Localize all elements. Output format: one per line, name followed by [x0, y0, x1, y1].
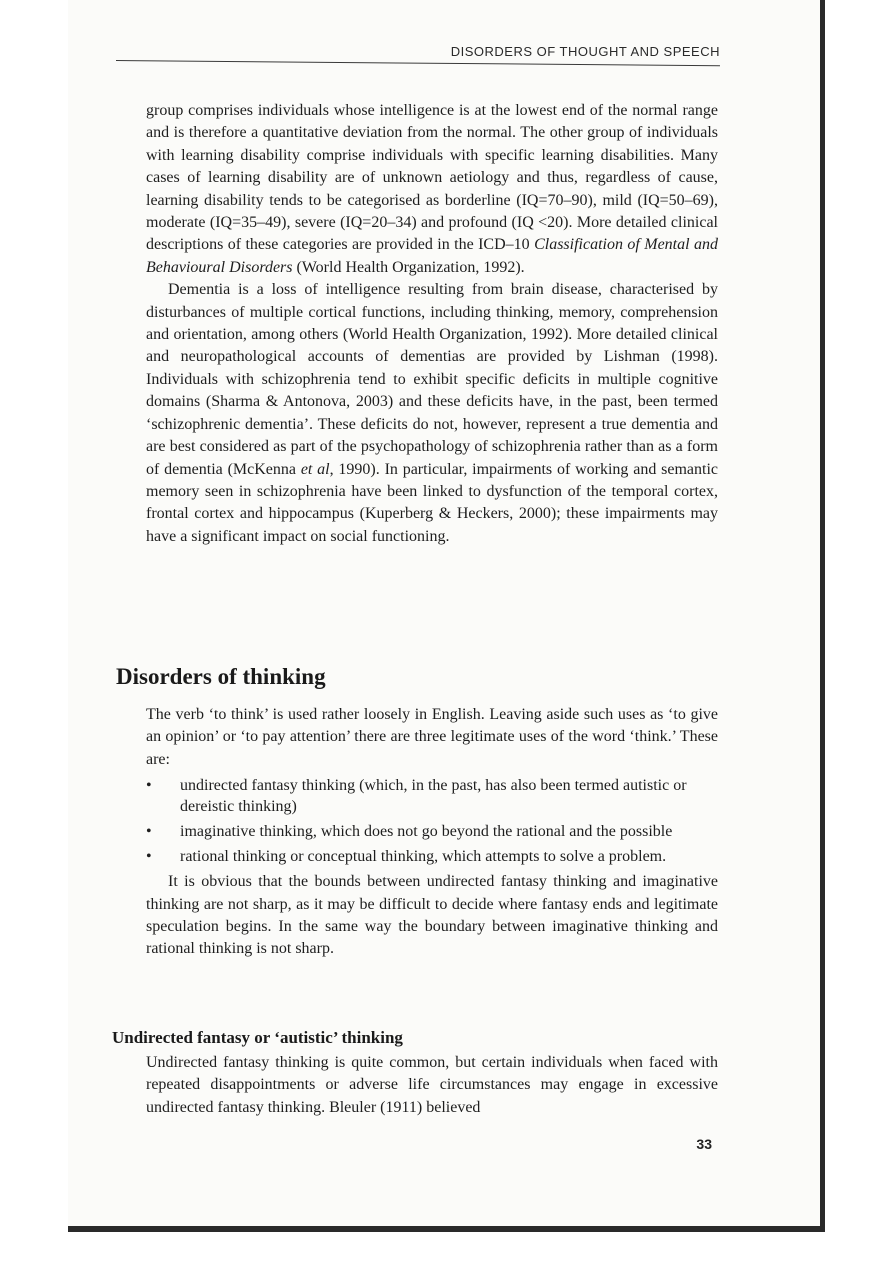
section-conclusion: It is obvious that the bounds between undirected fantasy thinking and imaginative thinking are not sharp, as it may be difficult to decide where fantasy ends and legitimate speculation begins. In the same way the boundary between imaginative thinking and rational thinking is not sharp. [146, 873, 718, 958]
main-text [146, 100, 718, 548]
subsection-body [146, 1052, 718, 1119]
list-item-text: undirected fantasy thinking (which, in the past, has also been termed autistic or dereistic thinking) [180, 777, 687, 816]
page-right-edge [820, 0, 825, 1232]
page-bottom-edge [68, 1226, 825, 1232]
section-heading: Disorders of thinking [116, 664, 326, 689]
citation-italic: et al [300, 460, 330, 478]
paragraph-learning-disability [146, 100, 718, 279]
paragraph-text: , 1990). In particular, impairments of working and semantic memory seen in schizophrenia have been linked to dysfunction of the temporal cortex, frontal cortex and hippocampus (Kuperberg & Heckers, 2000); these impairments may have a significant impact on social functioning. [146, 460, 719, 545]
bullet-icon: • [146, 848, 152, 866]
section-intro: The verb ‘to think’ is used rather loosely in English. Leaving aside such uses as ‘to give an opinion’ or ‘to pay attention’ there are three legitimate uses of the word ‘think.’ These are: [146, 706, 718, 768]
bullet-icon: • [146, 777, 152, 795]
page-number: 33 [696, 1136, 712, 1152]
list-item [146, 846, 718, 867]
paragraph-text: Dementia is a loss of intelligence resulting from brain disease, characterised by disturbances of multiple cortical functions, including thinking, memory, comprehension and orientation, among others (World Health Organization, 1992). More detailed clinical and neuropathological accounts of dementias are provided by Lishman (1998). Individuals with schizophrenia tend to exhibit specific deficits in multiple cognitive domains (Sharma & Antonova, 2003) and these deficits have, in the past, been termed ‘schizophrenic dementia’. These deficits do not, however, represent a true dementia and are best considered as part of the psychopathology of schizophrenia rather than as a form of dementia (McKenna [146, 281, 718, 478]
list-item-text: rational thinking or conceptual thinking, which attempts to solve a problem. [180, 848, 667, 866]
running-head: DISORDERS OF THOUGHT AND SPEECH [450, 44, 720, 59]
subsection-heading: Undirected fantasy or ‘autistic’ thinking [112, 1028, 403, 1047]
list-item [146, 775, 718, 817]
bullet-icon: • [146, 823, 152, 841]
subsection-text: Undirected fantasy thinking is quite common, but certain individuals when faced with repeated disappointments or adverse life circumstances may engage in excessive undirected fantasy thinking. Bleuler (1911) believed [146, 1054, 718, 1116]
paragraph-text: group comprises individuals whose intelligence is at the lowest end of the normal range and is therefore a quantitative deviation from the normal. The other group of individuals with learning disability comprise individuals with specific learning disabilities. Many cases of learning disability are of unknown aetiology and thus, regardless of cause, learning disability tends to be categorised as borderline (IQ=70–90), mild (IQ=50–69), moderate (IQ=35–49), severe (IQ=20–34) and profound (IQ <20). More detailed clinical descriptions of these categories are provided in the ICD–10 [146, 102, 718, 254]
paragraph-text: (World Health Organization, 1992). [292, 258, 525, 276]
list-item-text: imaginative thinking, which does not go beyond the rational and the possible [180, 823, 673, 841]
section-body [146, 704, 718, 961]
paragraph-dementia [146, 279, 718, 548]
book-title: Classification of Mental and Behavioural Disorders [146, 236, 718, 276]
list-item [146, 821, 718, 842]
bullet-list [146, 775, 718, 867]
